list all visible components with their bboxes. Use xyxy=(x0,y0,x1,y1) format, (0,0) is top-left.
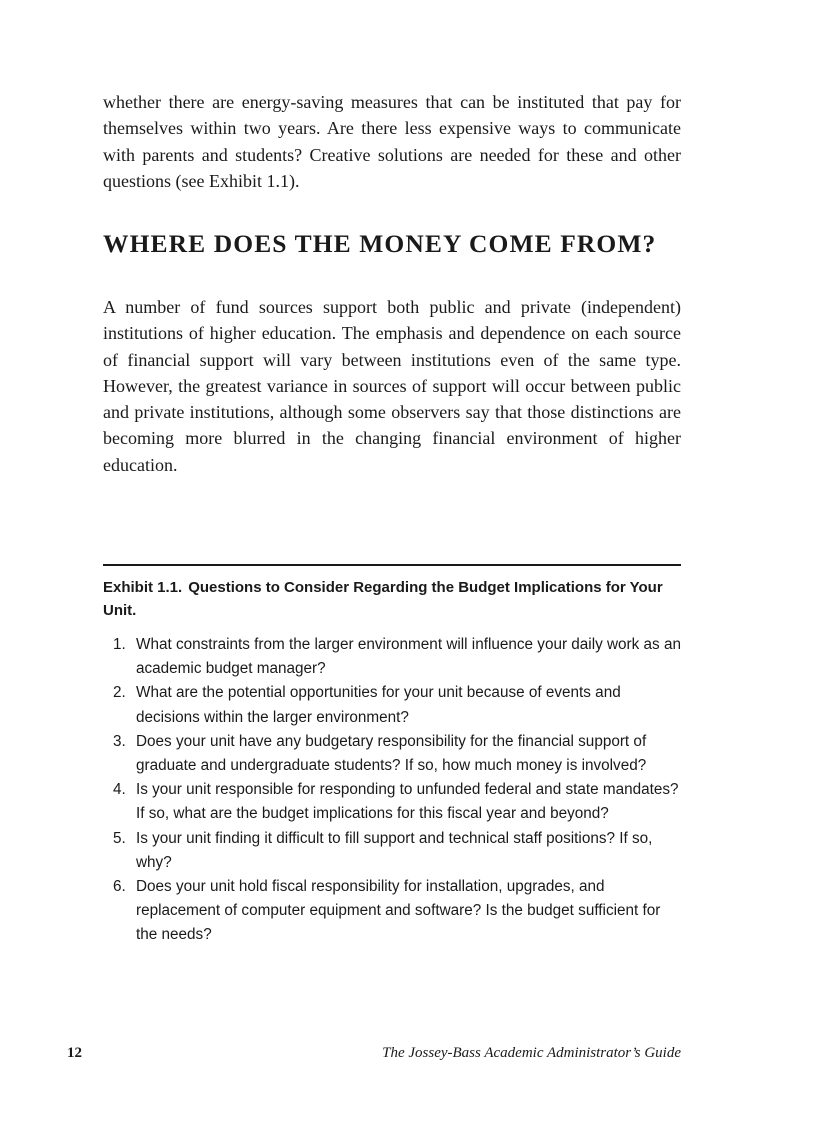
question-text: Does your unit have any budgetary responsibility for the financial support of graduate and undergraduate students? If so, how much money is involved? xyxy=(136,732,647,775)
question-number: 3. xyxy=(113,732,126,750)
list-item xyxy=(103,778,681,826)
question-number: 4. xyxy=(113,781,126,799)
exhibit-number: Exhibit 1.1. xyxy=(103,579,183,596)
exhibit-caption: Questions to Consider Regarding the Budget Implications for Your Unit. xyxy=(103,579,663,619)
exhibit-question-list xyxy=(103,633,681,948)
running-footer-title: The Jossey-Bass Academic Administrator’s Guide xyxy=(382,1045,681,1061)
page-number: 12 xyxy=(67,1045,82,1061)
list-item xyxy=(103,827,681,875)
question-number: 6. xyxy=(113,878,126,896)
question-text: Is your unit finding it difficult to fill support and technical staff positions? If so, why? xyxy=(136,829,653,871)
exhibit-title xyxy=(103,576,663,622)
question-number: 1. xyxy=(113,636,126,653)
exhibit-divider xyxy=(103,564,681,566)
question-number: 5. xyxy=(113,829,126,847)
question-number: 2. xyxy=(113,684,126,702)
section-paragraph: A number of fund sources support both public and private (independent) institutions of higher education. The emphasis and dependence on each source of financial support will vary between institutions even of the same type. However, the greatest variance in sources of support will occur between public and private institutions, although some observers say that those distinctions are becoming more blurred in the changing financial environment of higher education. xyxy=(103,297,681,475)
question-text: Is your unit responsible for responding to unfunded federal and state mandates? If so, what are the budget implications for this fiscal year and beyond? xyxy=(136,781,679,823)
question-text: What constraints from the larger environment will influence your daily work as an academic budget manager? xyxy=(136,636,681,678)
question-text: What are the potential opportunities for your unit because of events and decisions within the larger environment? xyxy=(136,684,621,726)
intro-paragraph: whether there are energy-saving measures that can be instituted that pay for themselves within two years. Are there less expensive ways to communicate with parents and students? Creative solutions are needed for these and other questions (see Exhibit 1.1). xyxy=(103,92,681,191)
list-item xyxy=(103,875,681,948)
question-text: Does your unit hold fiscal responsibility for installation, upgrades, and replacement of computer equipment and software? Is the budget sufficient for the needs? xyxy=(136,878,661,944)
list-item xyxy=(103,730,681,778)
section-heading: WHERE DOES THE MONEY COME FROM? xyxy=(103,229,657,258)
list-item xyxy=(103,633,681,681)
list-item xyxy=(103,681,681,729)
